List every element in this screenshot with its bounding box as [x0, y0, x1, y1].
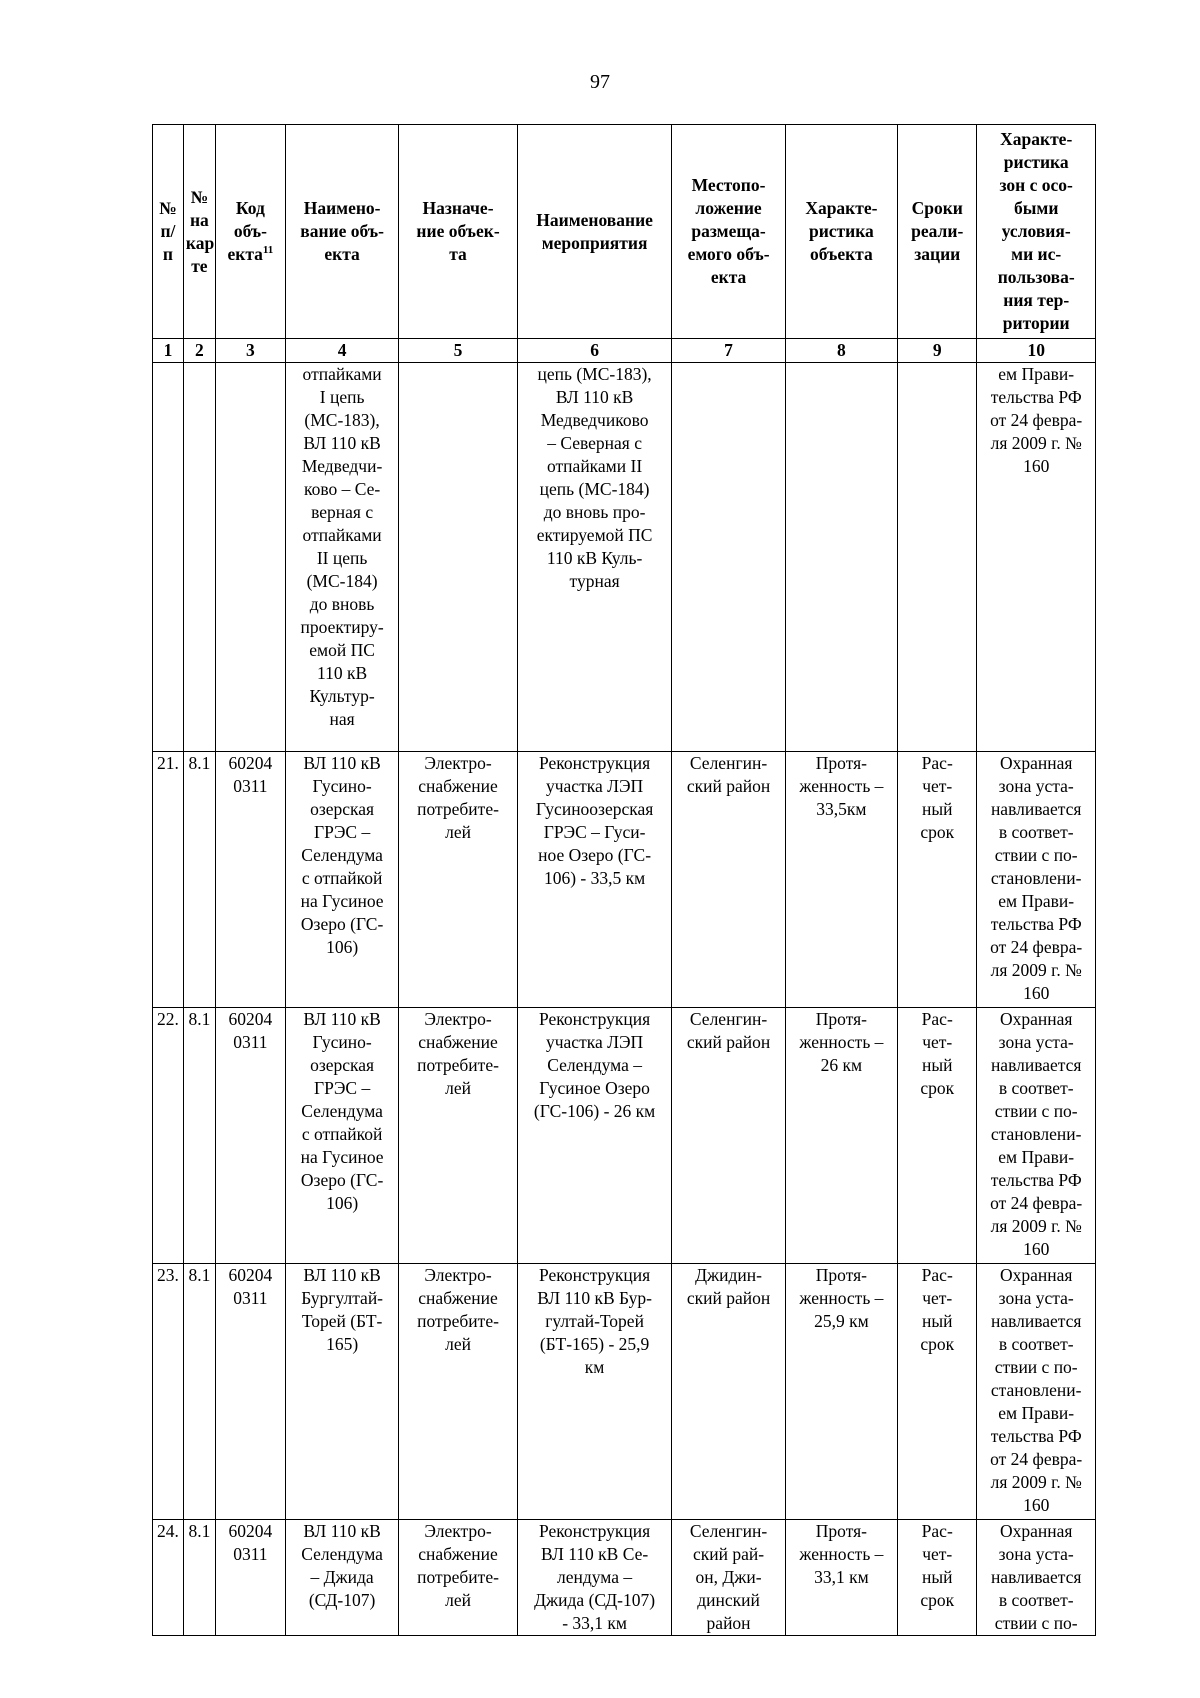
- row-number-cell: 23.: [153, 1264, 184, 1520]
- header-cell: № п/ п: [153, 125, 184, 339]
- map-number-cell: 8.1: [183, 1008, 215, 1264]
- column-number: 5: [399, 339, 518, 363]
- map-number-cell: 8.1: [183, 752, 215, 1008]
- object-purpose-cell: Электро- снабжение потребите- лей: [399, 1008, 518, 1264]
- continuation-row: [153, 363, 1096, 752]
- column-number: 7: [672, 339, 785, 363]
- object-purpose-cell: [399, 363, 518, 752]
- column-number: 6: [517, 339, 672, 363]
- timing-cell: Рас- чет- ный срок: [898, 1008, 977, 1264]
- timing-cell: [898, 363, 977, 752]
- object-characteristic-cell: Протя- женность – 33,5км: [785, 752, 897, 1008]
- object-code-cell: 60204 0311: [215, 1264, 285, 1520]
- measure-name-cell: Реконструкция ВЛ 110 кВ Се- лендума – Джида (СД-107) - 33,1 км: [517, 1520, 672, 1636]
- timing-cell: Рас- чет- ный срок: [898, 1264, 977, 1520]
- location-cell: Селенгин- ский рай- он, Джи- динский район: [672, 1520, 785, 1636]
- measure-name-cell: Реконструкция ВЛ 110 кВ Бур- гултай-Торей (БТ-165) - 25,9 км: [517, 1264, 672, 1520]
- object-name-cell: ВЛ 110 кВ Селендума – Джида (СД-107): [285, 1520, 398, 1636]
- header-cell: Характе- ристика зон с осо- быми условия- ми ис- пользова- ния тер- ритории: [977, 125, 1096, 339]
- zone-characteristic-cell: Охранная зона уста- навливается в соответ- ствии с по- становлени- ем Прави- тельства РФ от 24 февра- ля 2009 г. № 160: [977, 1264, 1096, 1520]
- header-cell: Характе- ристика объекта: [785, 125, 897, 339]
- timing-cell: Рас- чет- ный срок: [898, 1520, 977, 1636]
- location-cell: Селенгин- ский район: [672, 1008, 785, 1264]
- table-row: [153, 1520, 1096, 1636]
- header-cell: Код объ- екта$^{11}$: [215, 125, 285, 339]
- object-code-cell: 60204 0311: [215, 752, 285, 1008]
- header-cell: Сроки реали- зации: [898, 125, 977, 339]
- table-row: [153, 1008, 1096, 1264]
- objects-table: [152, 124, 1096, 1636]
- footnote-mark: 11: [262, 244, 274, 257]
- object-code-cell: 60204 0311: [215, 1520, 285, 1636]
- object-code-cell: 60204 0311: [215, 1008, 285, 1264]
- zone-characteristic-cell: Охранная зона уста- навливается в соответ- ствии с по-: [977, 1520, 1096, 1636]
- header-cell: № на кар те: [183, 125, 215, 339]
- header-row: [153, 125, 1096, 339]
- object-purpose-cell: Электро- снабжение потребите- лей: [399, 752, 518, 1008]
- zone-characteristic-cell: Охранная зона уста- навливается в соответ- ствии с по- становлени- ем Прави- тельства РФ от 24 февра- ля 2009 г. № 160: [977, 1008, 1096, 1264]
- column-number: 1: [153, 339, 184, 363]
- column-number: 3: [215, 339, 285, 363]
- object-name-cell: ВЛ 110 кВ Гусино- озерская ГРЭС – Селендума с отпайкой на Гусиное Озеро (ГС- 106): [285, 1008, 398, 1264]
- zone-characteristic-cell: ем Прави- тельства РФ от 24 февра- ля 2009 г. № 160: [977, 363, 1096, 752]
- column-number: 10: [977, 339, 1096, 363]
- object-characteristic-cell: Протя- женность – 26 км: [785, 1008, 897, 1264]
- header-cell: Наимено- вание объ- екта: [285, 125, 398, 339]
- column-number: 9: [898, 339, 977, 363]
- object-purpose-cell: Электро- снабжение потребите- лей: [399, 1520, 518, 1636]
- column-number: 2: [183, 339, 215, 363]
- measure-name-cell: цепь (МС-183), ВЛ 110 кВ Медведчиково – Северная с отпайками II цепь (МС-184) до вновь про- ектируемой ПС 110 кВ Куль- турная: [517, 363, 672, 752]
- column-number-row: [153, 339, 1096, 363]
- timing-cell: Рас- чет- ный срок: [898, 752, 977, 1008]
- row-number-cell: [153, 363, 184, 752]
- table-row: [153, 1264, 1096, 1520]
- object-purpose-cell: Электро- снабжение потребите- лей: [399, 1264, 518, 1520]
- page-number: 97: [590, 71, 610, 93]
- header-cell: Наименование мероприятия: [517, 125, 672, 339]
- zone-characteristic-cell: Охранная зона уста- навливается в соответ- ствии с по- становлени- ем Прави- тельства РФ от 24 февра- ля 2009 г. № 160: [977, 752, 1096, 1008]
- row-number-cell: 21.: [153, 752, 184, 1008]
- location-cell: Селенгин- ский район: [672, 752, 785, 1008]
- object-characteristic-cell: Протя- женность – 25,9 км: [785, 1264, 897, 1520]
- object-name-cell: отпайками I цепь (МС-183), ВЛ 110 кВ Медведчи- ково – Се- верная с отпайками II цепь (МС-184) до вновь проектиру- емой ПС 110 кВ Культур- ная: [285, 363, 398, 752]
- object-characteristic-cell: [785, 363, 897, 752]
- row-number-cell: 22.: [153, 1008, 184, 1264]
- object-name-cell: ВЛ 110 кВ Гусино- озерская ГРЭС – Селендума с отпайкой на Гусиное Озеро (ГС- 106): [285, 752, 398, 1008]
- object-code-cell: [215, 363, 285, 752]
- measure-name-cell: Реконструкция участка ЛЭП Гусиноозерская ГРЭС – Гуси- ное Озеро (ГС- 106) - 33,5 км: [517, 752, 672, 1008]
- row-number-cell: 24.: [153, 1520, 184, 1636]
- header-cell: Назначе- ние объек- та: [399, 125, 518, 339]
- location-cell: [672, 363, 785, 752]
- location-cell: Джидин- ский район: [672, 1264, 785, 1520]
- column-number: 8: [785, 339, 897, 363]
- map-number-cell: 8.1: [183, 1520, 215, 1636]
- table-row: [153, 752, 1096, 1008]
- object-name-cell: ВЛ 110 кВ Бургултай- Торей (БТ- 165): [285, 1264, 398, 1520]
- map-number-cell: 8.1: [183, 1264, 215, 1520]
- column-number: 4: [285, 339, 398, 363]
- object-characteristic-cell: Протя- женность – 33,1 км: [785, 1520, 897, 1636]
- map-number-cell: [183, 363, 215, 752]
- measure-name-cell: Реконструкция участка ЛЭП Селендума – Гусиное Озеро (ГС-106) - 26 км: [517, 1008, 672, 1264]
- header-cell: Местопо- ложение размеща- емого объ- екта: [672, 125, 785, 339]
